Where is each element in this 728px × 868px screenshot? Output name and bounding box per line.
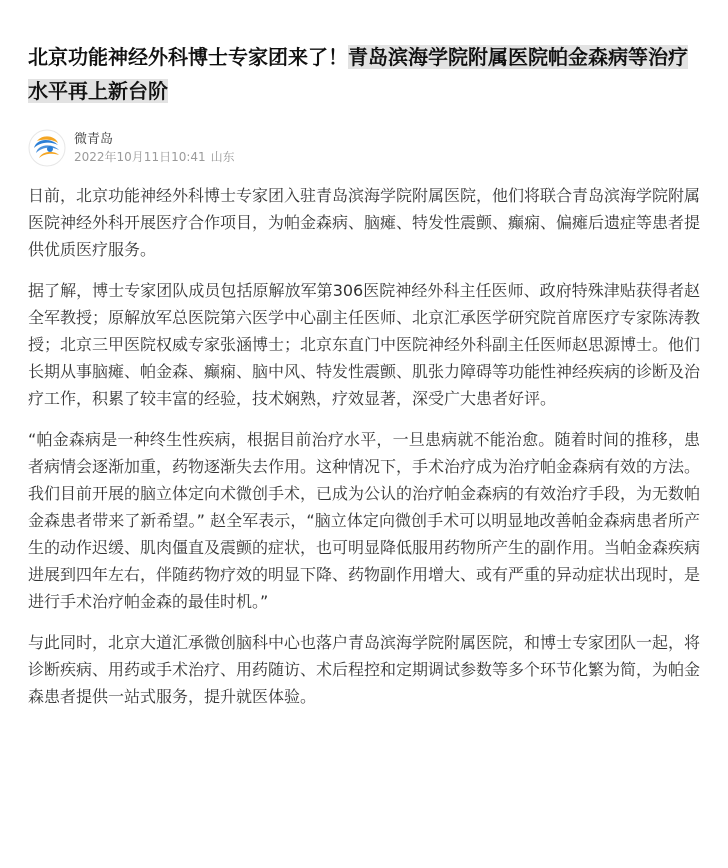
author-row bbox=[28, 128, 700, 168]
author-meta bbox=[74, 131, 235, 166]
article-body bbox=[28, 182, 700, 710]
paragraph-4: 与此同时，北京大道汇承微创脑科中心也落户青岛滨海学院附属医院，和博士专家团队一起，将诊断疾病、用药或手术治疗、用药随访、术后程控和定期调试参数等多个环节化繁为简，为帕金森患者提供一站式服务，提升就医体验。 bbox=[28, 633, 701, 706]
title-part-2-highlighted: 青岛滨海学院附属医院帕金森病等治疗水平再上新台阶 bbox=[28, 45, 688, 103]
article-title bbox=[28, 40, 700, 108]
weiqingdao-logo-icon bbox=[28, 129, 66, 167]
author-avatar[interactable] bbox=[28, 129, 66, 167]
author-name[interactable]: 微青岛 bbox=[74, 131, 114, 147]
paragraph-1: 日前，北京功能神经外科博士专家团入驻青岛滨海学院附属医院，他们将联合青岛滨海学院附属医院神经外科开展医疗合作项目，为帕金森病、脑瘫、特发性震颤、癫痫、偏瘫后遗症等患者提供优质医疗服务。 bbox=[28, 186, 701, 259]
publish-info bbox=[74, 149, 235, 166]
title-part-1: 北京功能神经外科博士专家团来了！ bbox=[28, 45, 348, 69]
publish-datetime: 2022年10月11日10:41 bbox=[74, 149, 206, 164]
publish-location: 山东 bbox=[210, 149, 235, 164]
paragraph-2: 据了解，博士专家团队成员包括原解放军第306医院神经外科主任医师、政府特殊津贴获得者赵全军教授；原解放军总医院第六医学中心副主任医师、北京汇承医学研究院首席医疗专家陈涛教授；北京三甲医院权威专家张涵博士；北京东直门中医院神经外科副主任医师赵思源博士。他们长期从事脑瘫、帕金森、癫痫、脑中风、特发性震颤、肌张力障碍等功能性神经疾病的诊断及治疗工作，积累了较丰富的经验，技术娴熟，疗效显著，深受广大患者好评。 bbox=[28, 281, 701, 408]
paragraph-3: “帕金森病是一种终生性疾病，根据目前治疗水平，一旦患病就不能治愈。随着时间的推移，患者病情会逐渐加重，药物逐渐失去作用。这种情况下，手术治疗成为治疗帕金森病有效的方法。我们目前开展的脑立体定向术微创手术，已成为公认的治疗帕金森病的有效治疗手段，为无数帕金森患者带来了新希望。” 赵全军表示，“脑立体定向微创手术可以明显地改善帕金森病患者所产生的动作迟缓、肌肉僵直及震颤的症状，也可明显降低服用药物所产生的副作用。当帕金森疾病进展到四年左右，伴随药物疗效的明显下降、药物副作用增大、或有严重的异动症状出现时，是进行手术治疗帕金森的最佳时机。” bbox=[28, 430, 701, 611]
